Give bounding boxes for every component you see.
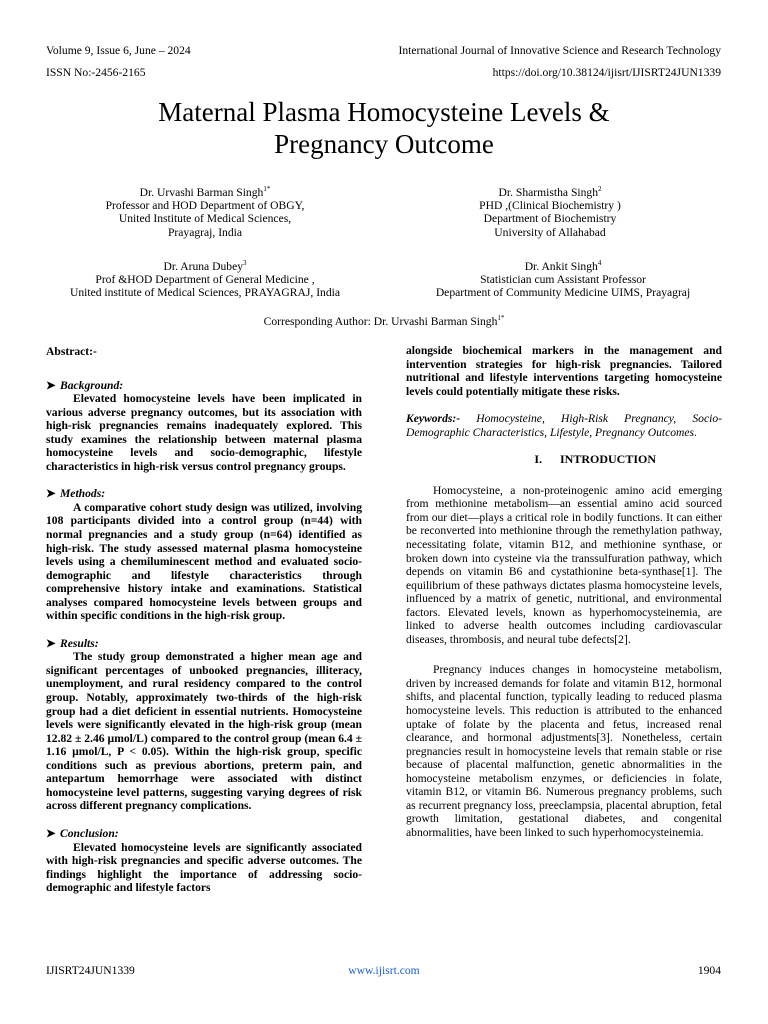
- keywords-text: Homocysteine, High-Risk Pregnancy, Socio-Demographic Characteristics, Lifestyle, Pregnancy Outcomes.: [406, 412, 722, 439]
- intro-paragraph-1: Homocysteine, a non-proteinogenic amino acid emerging from methionine metabolism—an essential amino acid sourced from our diet—plays a critical role in bodily functions. It can either be reconverted into methionine through the remethylation pathway, necessitating folate, vitamin B12, and methionine synthase, or broken down into cysteine via the transsulfuration pathway, which depends on vitamin B6 and cystathionine beta-synthase[1]. The equilibrium of these pathways dictates plasma homocysteine levels, influenced by a matrix of genetic, nutritional, and environmental factors. Elevated levels, known as hyperhomocysteinemia, are linked to adverse health outcomes including cardiovascular diseases, thrombosis, and neural tube defects[2].: [406, 483, 722, 646]
- author-name: Dr. Ankit Singh$^4$: [524, 259, 602, 273]
- author-block-4: [405, 260, 721, 300]
- author-affiliation: Prayagraj, India: [167, 225, 243, 239]
- issn: ISSN No:-2456-2165: [46, 66, 146, 79]
- abstract-heading-results: ➤ Results:: [46, 636, 99, 650]
- paper-title: [0, 96, 768, 160]
- keywords: [406, 412, 722, 439]
- author-block-2: [430, 186, 670, 239]
- title-line-1: Maternal Plasma Homocysteine Levels &: [158, 97, 610, 127]
- page-number: 1904: [697, 964, 721, 977]
- author-block-3: [40, 260, 370, 300]
- corresponding-author: Corresponding Author: Dr. Urvashi Barman Singh$^{1*}$: [263, 314, 505, 328]
- abstract-label: Abstract:-: [46, 345, 97, 358]
- author-affiliation: Department of Biochemistry: [483, 212, 617, 226]
- author-affiliation: Statistician cum Assistant Professor: [480, 273, 646, 287]
- author-affiliation: United Institute of Medical Sciences,: [118, 212, 292, 226]
- arrow-bullet-icon: ➤: [46, 826, 56, 840]
- journal-name: International Journal of Innovative Science and Research Technology: [398, 44, 721, 57]
- abstract-continuation: alongside biochemical markers in the management and intervention strategies for high-risk pregnancies. Tailored nutritional and lifestyle interventions targeting homocysteine levels could potentially mitigate these risks.: [406, 344, 722, 398]
- keywords-label: Keywords:-: [406, 412, 461, 426]
- arrow-bullet-icon: ➤: [46, 487, 56, 501]
- arrow-bullet-icon: ➤: [46, 378, 56, 392]
- author-name: Dr. Sharmistha Singh$^2$: [498, 185, 602, 199]
- arrow-bullet-icon: ➤: [46, 636, 56, 650]
- left-column: [46, 345, 362, 895]
- abstract-background-text: Elevated homocysteine levels have been implicated in various adverse pregnancy outcomes, but its association with high-risk pregnancies remains inadequately explored. This study examines the relationship between maternal plasma homocysteine levels and socio-demographic, lifestyle characteristics in high-risk versus control pregnancy groups.: [46, 392, 362, 473]
- footer-paper-id: IJISRT24JUN1339: [46, 964, 135, 977]
- author-affiliation: Prof &HOD Department of General Medicine ,: [95, 273, 315, 287]
- doi-link[interactable]: https://doi.org/10.38124/ijisrt/IJISRT24JUN1339: [492, 66, 721, 79]
- author-block-1: [60, 186, 350, 239]
- abstract-methods-text: A comparative cohort study design was utilized, involving 108 participants divided into a control group (n=44) with normal pregnancies and a study group (n=64) identified as high-risk. The study assessed maternal plasma homocysteine levels using a chemiluminescent method and evaluated socio-demographic and lifestyle characteristics through comprehensive history intake and examinations. Statistical analyses compared homocysteine levels between groups and within specific conditions in the high-risk group.: [46, 500, 362, 623]
- abstract-heading-methods: ➤ Methods:: [46, 487, 106, 501]
- abstract-heading-background: ➤ Background:: [46, 378, 124, 392]
- abstract-heading-conclusion: ➤ Conclusion:: [46, 826, 119, 840]
- author-name: Dr. Urvashi Barman Singh$^{1*}$: [139, 185, 271, 199]
- volume-issue: Volume 9, Issue 6, June – 2024: [46, 44, 191, 57]
- footer-website-link[interactable]: www.ijisrt.com: [348, 964, 420, 977]
- author-affiliation: University of Allahabad: [494, 225, 606, 239]
- abstract-conclusion-text: Elevated homocysteine levels are significantly associated with high-risk pregnancies and specific adverse outcomes. The findings highlight the importance of addressing socio-demographic and lifestyle factors: [46, 840, 362, 895]
- intro-paragraph-2: Pregnancy induces changes in homocysteine metabolism, driven by increased demands for folate and vitamin B12, hormonal shifts, and placental function, typically leading to reduced plasma homocysteine levels. This reduction is attributed to the enhanced uptake of folate by the placenta and fetus, increased renal clearance, and hormonal adjustments[3]. Nonetheless, certain pregnancies result in homocysteine levels that remain stable or rise because of placental malfunction, genetic abnormalities in the homocysteine metabolism enzymes, or deficiencies in folate, vitamin B12, or vitamin B6. Numerous pregnancy problems, such as recurrent pregnancy loss, preeclampsia, placental abruption, fetal growth limitation, gestational diabetes, and congenital abnormalities, have been linked to such hyperhomocysteinemia.: [406, 663, 722, 839]
- right-column: [406, 344, 722, 840]
- author-name: Dr. Aruna Dubey$^3$: [163, 259, 247, 273]
- abstract-results-text: The study group demonstrated a higher mean age and significant percentages of unbooked pregnancies, illiteracy, unemployment, and rural residency compared to the control group. Notably, approximately two-thirds of the high-risk group had a diet deficient in essential nutrients. Homocysteine levels were significantly elevated in the high-risk group (mean 12.82 ± 2.46 µmol/L) compared to the control group (mean 6.4 ± 1.16 µmol/L, P < 0.05). Within the high-risk group, specific conditions such as previous abortions, preterm pain, and antepartum hemorrhage were associated with distinct homocysteine level patterns, suggesting varying degrees of risk across different pregnancy complications.: [46, 650, 362, 813]
- author-affiliation: United institute of Medical Sciences, PRAYAGRAJ, India: [69, 286, 341, 300]
- title-line-2: Pregnancy Outcome: [274, 129, 494, 159]
- section-heading-introduction: I. INTRODUCTION: [534, 452, 656, 467]
- author-affiliation: Department of Community Medicine UIMS, Prayagraj: [435, 286, 691, 300]
- author-affiliation: PHD ,(Clinical Biochemistry ): [479, 199, 621, 213]
- author-affiliation: Professor and HOD Department of OBGY,: [105, 199, 305, 213]
